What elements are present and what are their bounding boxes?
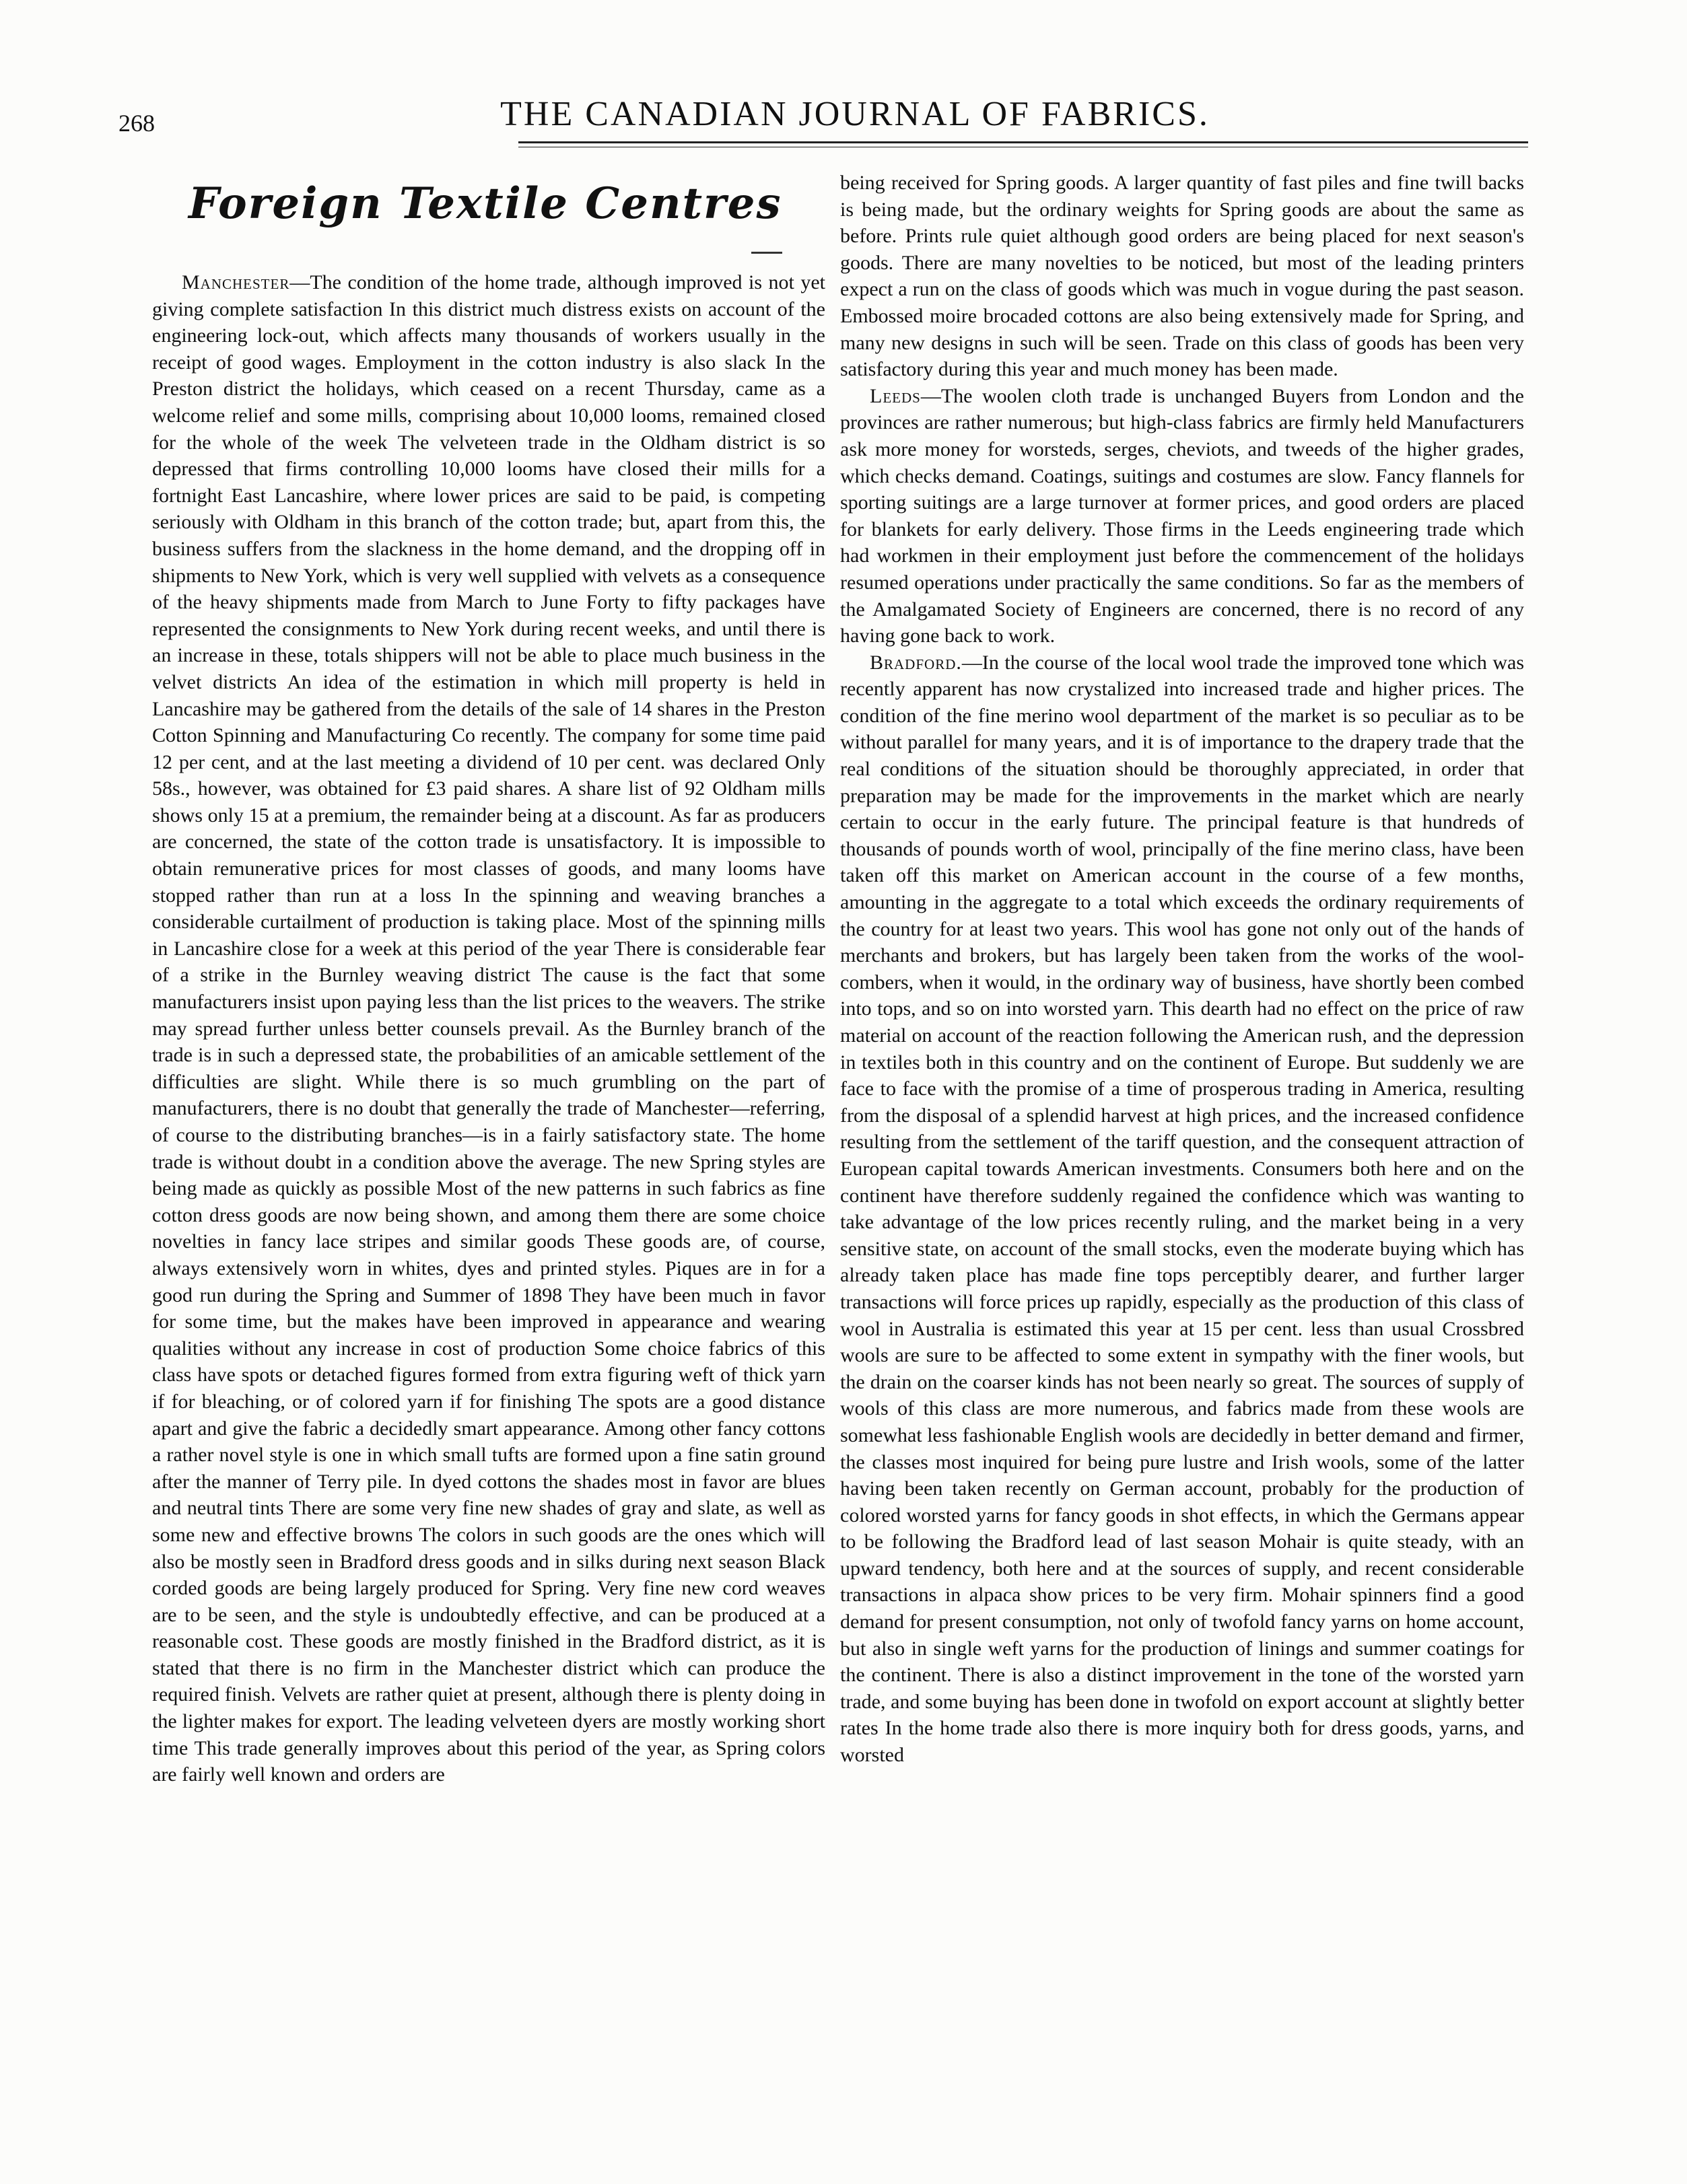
manchester-paragraph (152, 269, 825, 1788)
bradford-text: —In the course of the local wool trade the improved tone which was recently apparent has now crystalized into increased trade and higher prices. The condition of the fine merino wool department of the market is so peculiar as to be without parallel for many years, and it is of importance to the drapery trade that the real conditions of the situation should be thoroughly appreciated, in order that preparation may be made for the improvements in the market which are nearly certain to occur in the early future. The principal feature is that hundreds of thousands of pounds worth of wool, principally of the fine merino class, have been taken off this market on American account in the course of a few months, amounting in the aggregate to a total which exceeds the ordinary requirements of the country for at least two years. This wool has gone not only out of the hands of merchants and brokers, but has largely been taken from the works of the wool-combers, when it would, in the ordinary way of business, have shortly been combed into tops, and so on into worsted yarn. This dearth had no effect on the price of raw material on account of the reaction following the American rush, and the depression in textiles both in this country and on the continent of Europe. But suddenly we are face to face with the promise of a time of prosperous trading in America, resulting from the disposal of a splendid harvest at high prices, and the increased confidence resulting from the settlement of the tariff question, and the consequent attraction of European capital towards American investments. Consumers both here and on the continent have therefore suddenly regained the confidence which was wanting to take advantage of the low prices recently ruling, and the market being in a very sensitive state, on account of the small stocks, even the moderate buying which has already taken place has made fine tops perceptibly dearer, and further larger transactions will force prices up rapidly, especially as the production of this class of wool in Australia is estimated this year at 15 per cent. less than usual Crossbred wools are sure to be affected to some extent in sympathy with the finer wools, but the drain on the coarser kinds has not been nearly so great. The sources of supply of wools of this class are more numerous, and fabrics made from these wools are somewhat less fashionable English wools are decidedly in better demand and firmer, the classes most inquired for being pure lustre and Irish wools, some of the latter having been taken recently on German account, probably for the production of colored worsted yarns for fancy goods in shot effects, in which the Germans appear to be following the Bradford lead of last season Mohair is quite steady, with an upward tendency, both here and at the sources of supply, and recent considerable transactions in alpaca show prices to be very firm. Mohair spinners find a good demand for present consumption, not only of twofold fancy yarns on home account, but also in single weft yarns for the production of linings and summer coatings for the continent. There is also a distinct improvement in the tone of the worsted yarn trade, and some buying has been done in twofold on export account at slightly better rates In the home trade also there is more inquiry both for dress goods, yarns, and worsted (840, 651, 1524, 1767)
header-rule-top (518, 141, 1528, 143)
bradford-heading: Bradford. (870, 651, 962, 674)
manchester-heading: Manchester (182, 271, 290, 293)
right-column (840, 170, 1524, 1769)
leeds-text: —The woolen cloth trade is unchanged Buyers from London and the provinces are rather numerous; but high-class fabrics are firmly held Manufacturers ask more money for worsteds, serges, cheviots, and tweeds of the higher grades, which checks demand. Coatings, suitings and costumes are slow. Fancy flannels for sporting suitings are a large turnover at former prices, and good orders are placed for blankets for early delivery. Those firms in the Leeds engineering trade which had workmen in their employment just before the commencement of the holidays resumed operations under practically the same conditions. So far as the members of the Amalgamated Society of Engineers are concerned, there is no record of any having gone back to work. (840, 384, 1524, 647)
left-column (152, 269, 825, 1788)
leeds-heading: Leeds (870, 384, 921, 407)
manchester-text: —The condition of the home trade, although improved is not yet giving complete satisfaction In this district much distress exists on account of the engineering lock-out, which affects many thousands of workers usually in the receipt of good wages. Employment in the cotton industry is also slack In the Preston district the holidays, which ceased on a recent Thursday, came as a welcome relief and some mills, comprising about 10,000 looms, remained closed for the whole of the week The velveteen trade in the Oldham district is so depressed that firms controlling 10,000 looms have closed their mills for a fortnight East Lancashire, where lower prices are said to be paid, is competing seriously with Oldham in this branch of the cotton trade; but, apart from this, the business suffers from the slackness in the home demand, and the dropping off in shipments to New York, which is very well supplied with velvets as a consequence of the heavy shipments made from March to June Forty to fifty packages have represented the consignments to New York during recent weeks, and until there is an increase in these, totals shippers will not be able to place much business in the velvet districts An idea of the estimation in which mill property is held in Lancashire may be gathered from the details of the sale of 14 shares in the Preston Cotton Spinning and Manufacturing Co recently. The company for some time paid 12 per cent, and at the last meeting a dividend of 10 per cent. was declared Only 58s., however, was obtained for £3 paid shares. A share list of 92 Oldham mills shows only 15 at a premium, the remainder being at a discount. As far as producers are concerned, the state of the cotton trade is unsatisfactory. It is impossible to obtain remunerative prices for most classes of goods, and many looms have stopped rather than run at a loss In the spinning and weaving branches a considerable curtailment of production is taking place. Most of the spinning mills in Lancashire close for a week at this period of the year There is considerable fear of a strike in the Burnley weaving district The cause is the fact that some manufacturers insist upon paying less than the list prices to the weavers. The strike may spread further unless better counsels prevail. As the Burnley branch of the trade is in such a depressed state, the probabilities of an amicable settlement of the difficulties are slight. While there is so much grumbling on the part of manufacturers, there is no doubt that generally the trade of Manchester—referring, of course to the distributing branches—is in a fairly satisfactory state. The home trade is without doubt in a condition above the average. The new Spring styles are being made as quickly as possible Most of the new patterns in such fabrics as fine cotton dress goods are now being shown, and among them there are some choice novelties in fancy lace stripes and similar goods These goods are, of course, always extensively worn in whites, dyes and printed styles. Piques are in for a good run during the Spring and Summer of 1898 They have been much in favor for some time, but the makes have been improved in appearance and wearing qualities without any increase in cost of production Some choice fabrics of this class have spots or detached figures formed from extra figuring weft of thick yarn if for bleaching, or of colored yarn if for finishing The spots are a good distance apart and give the fabric a decidedly smart appearance. Among other fancy cottons a rather novel style is one in which small tufts are formed upon a fine satin ground after the manner of Terry pile. In dyed cottons the shades most in favor are blues and neutral tints There are some very fine new shades of gray and slate, as well as some new and effective browns The colors in such goods are the ones which will also be mostly seen in Bradford dress goods and in silks during next season Black corded goods are being largely produced for Spring. Very fine new cord weaves are to be seen, and the style is undoubtedly effective, and can be produced at a reasonable cost. These goods are mostly finished in the Bradford district, as it is stated that there is no firm in the Manchester district which can produce the required finish. Velvets are rather quiet at present, although there is plenty doing in the lighter makes for export. The leading velveteen dyers are mostly working short time This trade generally improves about this period of the year, as Spring colors are fairly well known and orders are (152, 271, 825, 1786)
page-number: 268 (118, 110, 155, 137)
running-head: THE CANADIAN JOURNAL OF FABRICS. (500, 95, 1210, 133)
bradford-paragraph (840, 649, 1524, 1769)
leeds-paragraph (840, 383, 1524, 649)
section-title: Foreign Textile Centres (188, 178, 782, 229)
title-rule (751, 252, 782, 254)
continuation-paragraph: being received for Spring goods. A larger quantity of fast piles and fine twill backs is being made, but the ordinary weights for Spring goods are about the same as before. Prints rule quiet although good orders are being placed for next season's goods. There are many novelties to be noticed, but most of the leading printers expect a run on the class of goods which was much in vogue during the past season. Embossed moire brocaded cottons are also being extensively made for Spring, and many new designs in such will be seen. Trade on this class of goods has been very satisfactory during this year and much money has been made. (840, 172, 1524, 381)
